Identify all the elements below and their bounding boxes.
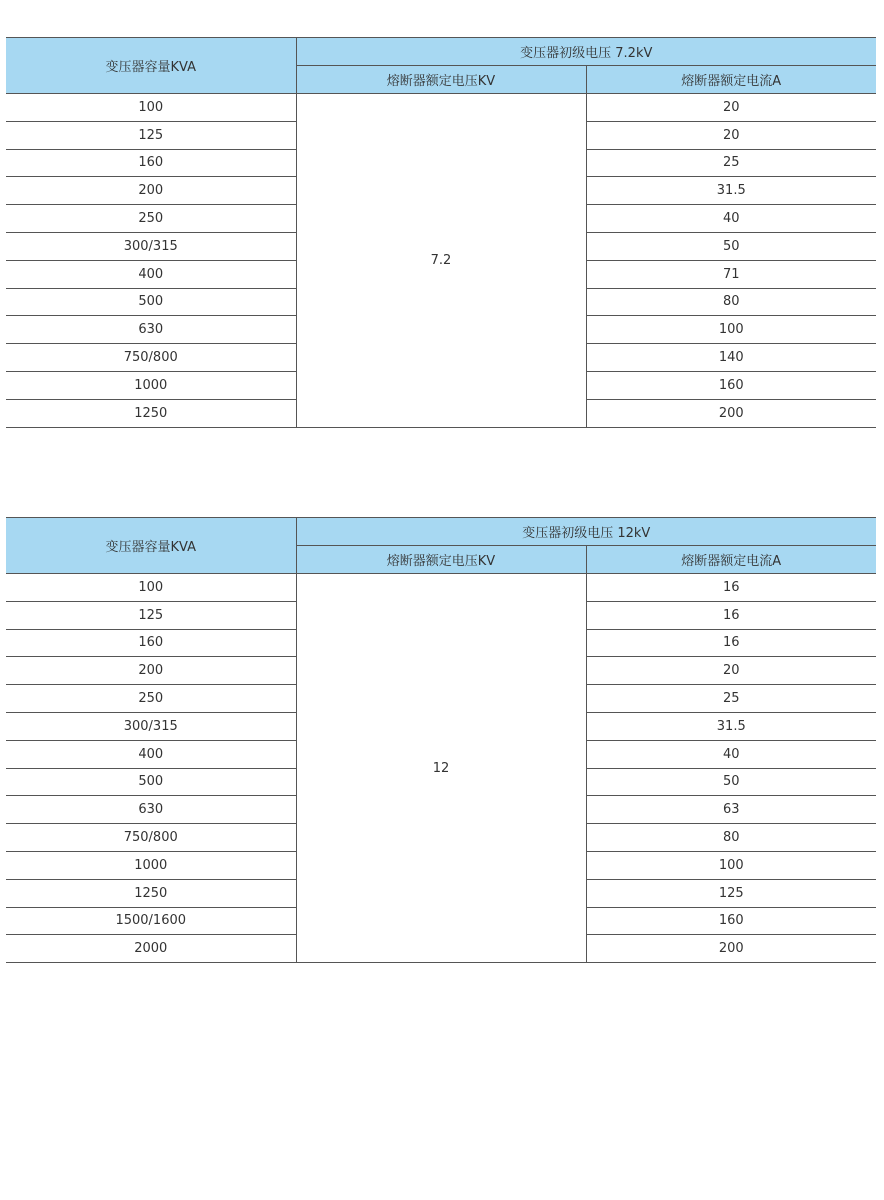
capacity-cell: 750/800 xyxy=(6,824,296,852)
fuse-current-cell: 40 xyxy=(586,205,876,233)
fuse-current-cell: 40 xyxy=(586,740,876,768)
fuse-voltage-cell: 7.2 xyxy=(296,94,586,428)
capacity-cell: 400 xyxy=(6,260,296,288)
fuse-current-cell: 25 xyxy=(586,149,876,177)
capacity-cell: 750/800 xyxy=(6,344,296,372)
capacity-cell: 500 xyxy=(6,288,296,316)
header-primary-voltage-group: 变压器初级电压 7.2kV xyxy=(296,38,876,66)
fuse-current-cell: 16 xyxy=(586,574,876,602)
fuse-current-cell: 31.5 xyxy=(586,712,876,740)
fuse-current-cell: 16 xyxy=(586,629,876,657)
fuse-current-cell: 125 xyxy=(586,879,876,907)
capacity-cell: 300/315 xyxy=(6,232,296,260)
fuse-current-cell: 71 xyxy=(586,260,876,288)
table-row xyxy=(6,574,876,602)
capacity-cell: 250 xyxy=(6,685,296,713)
capacity-cell: 125 xyxy=(6,121,296,149)
fuse-current-cell: 160 xyxy=(586,907,876,935)
fuse-table-12kv xyxy=(6,517,876,963)
capacity-cell: 1000 xyxy=(6,371,296,399)
fuse-voltage-cell: 12 xyxy=(296,574,586,963)
fuse-current-cell: 200 xyxy=(586,399,876,427)
capacity-cell: 160 xyxy=(6,629,296,657)
fuse-current-cell: 20 xyxy=(586,657,876,685)
capacity-cell: 100 xyxy=(6,94,296,122)
fuse-current-cell: 140 xyxy=(586,344,876,372)
header-transformer-capacity: 变压器容量KVA xyxy=(6,518,296,574)
capacity-cell: 1250 xyxy=(6,399,296,427)
fuse-current-cell: 20 xyxy=(586,94,876,122)
fuse-current-cell: 200 xyxy=(586,935,876,963)
fuse-current-cell: 25 xyxy=(586,685,876,713)
table-row xyxy=(6,94,876,122)
capacity-cell: 1250 xyxy=(6,879,296,907)
capacity-cell: 300/315 xyxy=(6,712,296,740)
header-fuse-rated-current: 熔断器额定电流A xyxy=(586,66,876,94)
capacity-cell: 630 xyxy=(6,796,296,824)
capacity-cell: 1500/1600 xyxy=(6,907,296,935)
fuse-current-cell: 63 xyxy=(586,796,876,824)
capacity-cell: 160 xyxy=(6,149,296,177)
capacity-cell: 100 xyxy=(6,574,296,602)
fuse-current-cell: 31.5 xyxy=(586,177,876,205)
fuse-table-7.2kv xyxy=(6,37,876,428)
header-fuse-rated-current: 熔断器额定电流A xyxy=(586,546,876,574)
capacity-cell: 630 xyxy=(6,316,296,344)
header-transformer-capacity: 变压器容量KVA xyxy=(6,38,296,94)
fuse-current-cell: 100 xyxy=(586,316,876,344)
capacity-cell: 200 xyxy=(6,657,296,685)
capacity-cell: 200 xyxy=(6,177,296,205)
fuse-current-cell: 50 xyxy=(586,232,876,260)
fuse-current-cell: 160 xyxy=(586,371,876,399)
capacity-cell: 2000 xyxy=(6,935,296,963)
table-body xyxy=(6,94,876,428)
capacity-cell: 1000 xyxy=(6,851,296,879)
fuse-current-cell: 100 xyxy=(586,851,876,879)
fuse-current-cell: 16 xyxy=(586,601,876,629)
header-fuse-rated-voltage: 熔断器额定电压KV xyxy=(296,66,586,94)
table-body xyxy=(6,574,876,963)
header-fuse-rated-voltage: 熔断器额定电压KV xyxy=(296,546,586,574)
capacity-cell: 400 xyxy=(6,740,296,768)
fuse-current-cell: 50 xyxy=(586,768,876,796)
header-primary-voltage-group: 变压器初级电压 12kV xyxy=(296,518,876,546)
fuse-current-cell: 20 xyxy=(586,121,876,149)
fuse-current-cell: 80 xyxy=(586,288,876,316)
fuse-current-cell: 80 xyxy=(586,824,876,852)
capacity-cell: 125 xyxy=(6,601,296,629)
capacity-cell: 250 xyxy=(6,205,296,233)
capacity-cell: 500 xyxy=(6,768,296,796)
